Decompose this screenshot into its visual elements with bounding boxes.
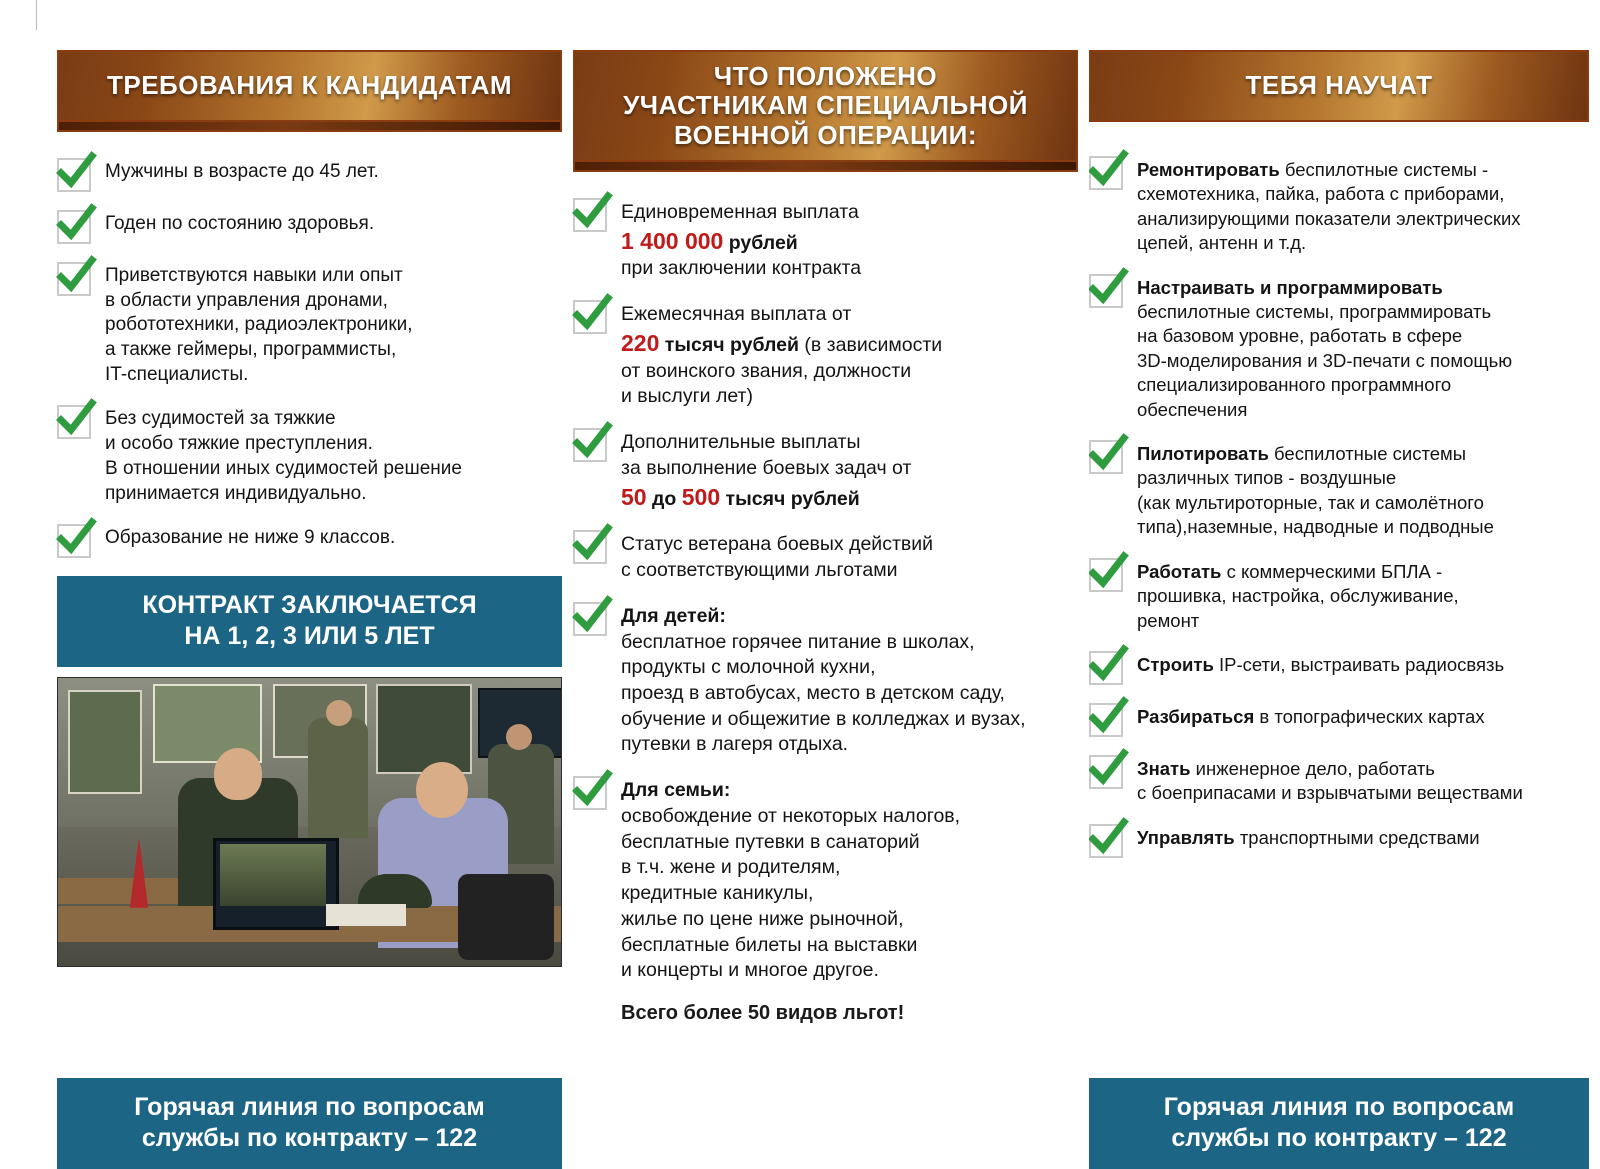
list-item-text: Для семьи: освобождение от некоторых налогов, бесплатные путевки в санаторий в т.ч. жене и родителям, кредитные каникулы, жилье по цене ниже рыночной, бесплатные билеты на выставки и концерты и многое другое.	[621, 779, 961, 982]
text-line: В отношении иных судимостей решение	[105, 457, 462, 479]
list-item-text: Управлять транспортными средствами	[1137, 826, 1480, 848]
hotline-bar-left: Горячая линия по вопросам службы по контракту – 122	[57, 1078, 562, 1169]
check-icon	[1089, 274, 1123, 308]
list-item-text: Мужчины в возрасте до 45 лет.	[105, 161, 379, 182]
list-item	[1089, 440, 1589, 540]
banner-training-title: ТЕБЯ НАУЧАТ	[1245, 70, 1433, 101]
check-icon	[1089, 755, 1123, 789]
list-item	[1089, 558, 1589, 633]
list-item	[573, 428, 1078, 512]
list-item-text: Настраивать и программировать беспилотные системы, программировать на базовом уровне, работать в сфере 3D-моделирования и 3D-печати с помощью специализированного программного обеспечения	[1137, 276, 1513, 420]
banner-requirements-footer	[57, 122, 562, 132]
banner-requirements-title: ТРЕБОВАНИЯ К КАНДИДАТАМ	[106, 70, 513, 101]
contract-duration-bar: КОНТРАКТ ЗАКЛЮЧАЕТСЯ НА 1, 2, 3 ИЛИ 5 ЛЕТ	[57, 576, 562, 667]
banner-training	[1089, 50, 1589, 122]
text-line: а также геймеры, программисты,	[105, 339, 397, 361]
check-icon	[57, 210, 91, 244]
column-requirements	[57, 50, 562, 967]
text-line: Приветствуются навыки или опыт	[105, 265, 403, 286]
check-icon	[1089, 824, 1123, 858]
list-item	[57, 524, 562, 558]
check-icon	[1089, 156, 1123, 190]
list-item	[1089, 651, 1589, 685]
training-list	[1089, 156, 1589, 858]
list-item-text: Дополнительные выплаты за выполнение боевых задач от 50 до 500 тысяч рублей	[621, 431, 912, 510]
text-line: IT-специалисты.	[105, 363, 249, 385]
list-item	[573, 530, 1078, 583]
banner-benefits	[573, 50, 1078, 162]
banner-requirements	[57, 50, 562, 122]
list-item-text: Работать с коммерческими БПЛА - прошивка, настройка, обслуживание, ремонт	[1137, 560, 1459, 631]
recruitment-photo	[57, 677, 562, 967]
list-item-text: Единовременная выплата 1 400 000 рублей при заключении контракта	[621, 201, 862, 280]
list-item	[57, 262, 562, 387]
list-item-text: Статус ветерана боевых действий с соответствующими льготами	[621, 533, 934, 582]
check-icon	[1089, 703, 1123, 737]
check-icon	[57, 158, 91, 192]
text-line: в области управления дронами,	[105, 289, 388, 311]
check-icon	[573, 530, 607, 564]
banner-benefits-footer	[573, 162, 1078, 172]
check-icon	[573, 300, 607, 334]
list-item	[57, 210, 562, 244]
column-benefits	[573, 50, 1078, 1025]
check-icon	[57, 405, 91, 439]
list-item-text: Строить IP-сети, выстраивать радиосвязь	[1137, 653, 1505, 675]
list-item-text	[105, 262, 413, 387]
list-item-text: Образование не ниже 9 классов.	[105, 527, 396, 549]
check-icon	[573, 198, 607, 232]
list-item-text: Знать инженерное дело, работать с боеприпасами и взрывчатыми веществами	[1137, 757, 1523, 804]
text-line: робототехники, радиоэлектроники,	[105, 314, 413, 336]
check-icon	[57, 262, 91, 296]
list-item-text: Пилотировать беспилотные системы различных типов - воздушные (как мультироторные, так и самолётного типа),наземные, надводные и подводные	[1137, 443, 1494, 538]
text-line: и особо тяжкие преступления.	[105, 433, 373, 455]
list-item-text: Ремонтировать беспилотные системы - схемотехника, пайка, работа с приборами, анализирующими показатели электрических цепей, антенн и т.д.	[1137, 159, 1521, 254]
column-training	[1089, 50, 1589, 876]
list-item	[1089, 755, 1589, 806]
list-item	[1089, 703, 1589, 737]
list-item-text	[105, 405, 462, 506]
list-item-text: Разбираться в топографических картах	[1137, 705, 1485, 727]
check-icon	[573, 776, 607, 810]
check-icon	[1089, 440, 1123, 474]
benefits-total-note: Всего более 50 видов льгот!	[621, 1002, 905, 1025]
requirements-list	[57, 158, 562, 558]
list-item-text: Ежемесячная выплата от 220 тысяч рублей (в зависимости от воинского звания, должности и выслуги лет)	[621, 303, 943, 408]
list-item	[57, 405, 562, 506]
check-icon	[573, 428, 607, 462]
list-item	[57, 158, 562, 192]
list-item	[1089, 274, 1589, 422]
check-icon	[1089, 651, 1123, 685]
check-icon	[57, 524, 91, 558]
list-item	[573, 198, 1078, 282]
check-icon	[1089, 558, 1123, 592]
list-item	[573, 602, 1078, 758]
benefits-list	[573, 198, 1078, 984]
list-item-text: Годен по состоянию здоровья.	[105, 213, 375, 234]
list-item	[1089, 824, 1589, 858]
banner-benefits-title: ЧТО ПОЛОЖЕНО УЧАСТНИКАМ СПЕЦИАЛЬНОЙ ВОЕННОЙ ОПЕРАЦИИ:	[623, 61, 1028, 150]
list-item	[573, 776, 1078, 984]
list-item	[1089, 156, 1589, 256]
hotline-bar-right: Горячая линия по вопросам службы по контракту – 122	[1089, 1078, 1589, 1169]
check-icon	[573, 602, 607, 636]
text-line: Без судимостей за тяжкие	[105, 408, 336, 430]
list-item-text: Для детей: бесплатное горячее питание в школах, продукты с молочной кухни, проезд в автобусах, место в детском саду, обучение и общежитие в колледжах и вузах, путевки в лагеря отдыха.	[621, 604, 1026, 756]
list-item	[573, 300, 1078, 410]
text-line: принимается индивидуально.	[105, 482, 367, 504]
